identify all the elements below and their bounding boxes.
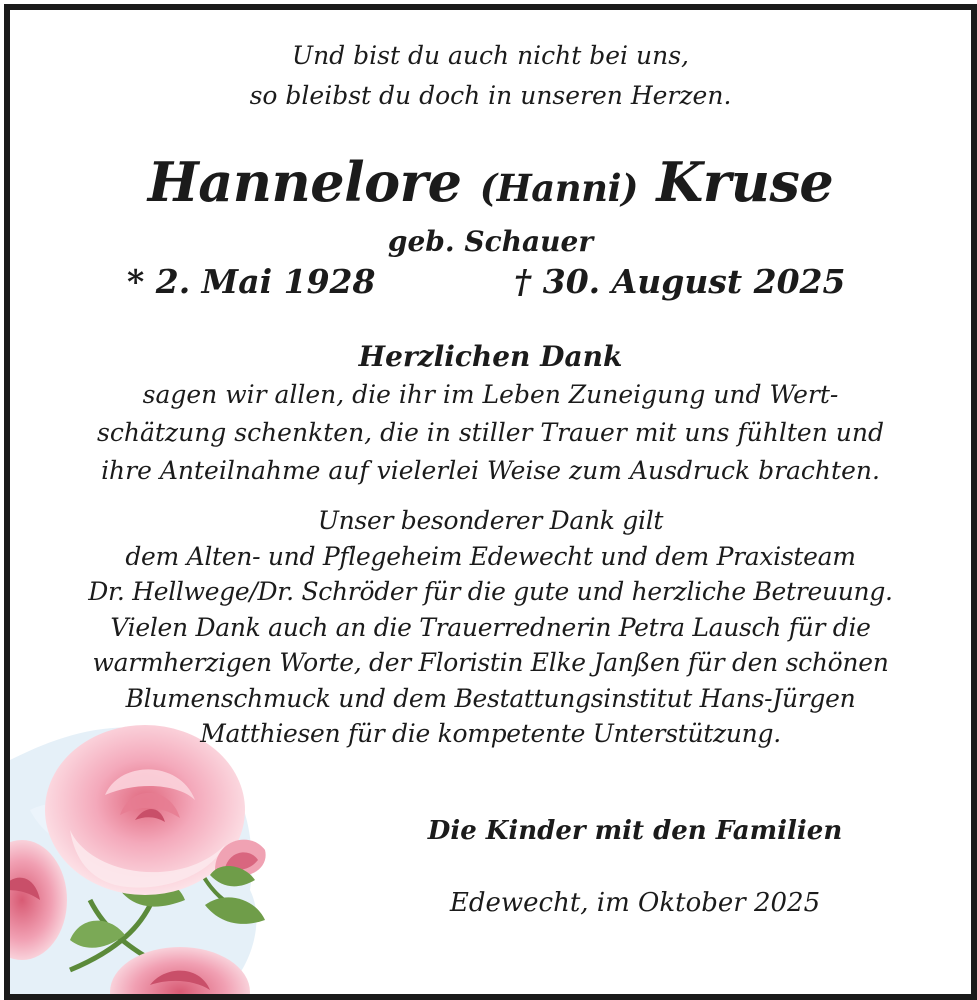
special-thanks-paragraph (10, 503, 971, 752)
special-thanks-line: Blumenschmuck und dem Bestattungsinstitut Hans-Jürgen (125, 683, 856, 713)
maiden-name: geb. Schauer (387, 225, 594, 258)
motto-line: Und bist du auch nicht bei uns, (292, 41, 689, 70)
nickname: (Hanni) (479, 166, 639, 210)
thanks-line: schätzung schenkten, die in stiller Trauer mit uns fühlten und (97, 418, 884, 447)
special-thanks-line: Matthiesen für die kompetente Unterstützung. (200, 719, 781, 748)
thanks-heading: Herzlichen Dank (358, 340, 623, 373)
first-name: Hannelore (147, 150, 462, 214)
motto-verse (10, 36, 971, 116)
death-date: † 30. August 2025 (514, 262, 846, 301)
special-thanks-line: Vielen Dank auch an die Trauerrednerin Petra Lausch für die (110, 612, 871, 642)
obituary-card (4, 4, 977, 1000)
motto-line: so bleibst du doch in unseren Herzen. (249, 81, 732, 110)
special-thanks-line: dem Alten- und Pflegeheim Edewecht und dem Praxisteam (125, 541, 856, 571)
special-thanks-line: warmherzigen Worte, der Floristin Elke Janßen für den schönen (92, 648, 889, 677)
place-and-date: Edewecht, im Oktober 2025 (449, 888, 821, 918)
family-signoff: Die Kinder mit den Familien (427, 816, 843, 846)
thanks-line: sagen wir allen, die ihr im Leben Zuneigung und Wert- (142, 380, 839, 409)
thanks-paragraph (10, 376, 971, 490)
special-thanks-line: Dr. Hellwege/Dr. Schröder für die gute und herzliche Betreuung. (88, 577, 893, 606)
thanks-line: ihre Anteilnahme auf vielerlei Weise zum Ausdruck brachten. (101, 456, 880, 485)
birth-date: * 2. Mai 1928 (127, 262, 376, 301)
last-name: Kruse (656, 150, 834, 214)
special-thanks-line: Unser besonderer Dank gilt (317, 506, 664, 535)
deceased-name (10, 150, 971, 214)
